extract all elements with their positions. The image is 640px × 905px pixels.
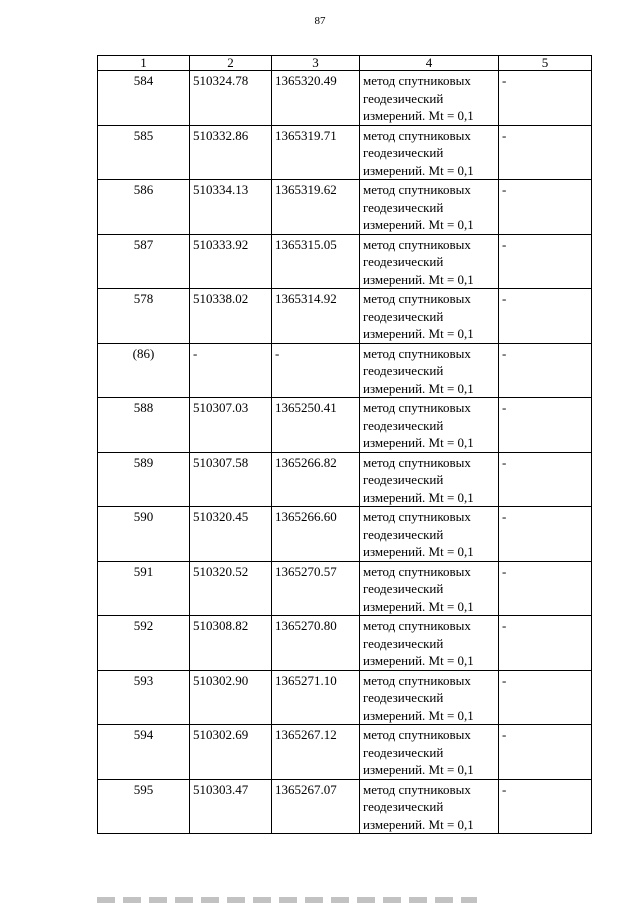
method-line: измерений. Mt = 0,1 <box>363 816 474 832</box>
y-coordinate-cell: 1365319.62 <box>272 180 360 235</box>
method-line: измерений. Mt = 0,1 <box>363 435 474 450</box>
note-cell: - <box>499 452 592 507</box>
method-cell <box>360 180 499 235</box>
note-cell: - <box>499 561 592 616</box>
method-line: измерений. Mt = 0,1 <box>363 707 474 723</box>
table-row <box>98 507 592 562</box>
method-line: метод спутниковых <box>363 345 471 361</box>
method-cell <box>360 125 499 180</box>
note-cell: - <box>499 779 592 834</box>
table-row <box>98 71 592 126</box>
y-coordinate-cell: 1365270.80 <box>272 616 360 671</box>
x-coordinate-cell: 510320.45 <box>190 507 272 562</box>
method-line: метод спутниковых <box>363 618 471 633</box>
y-coordinate-cell: 1365250.41 <box>272 398 360 453</box>
x-coordinate-cell: 510302.90 <box>190 670 272 725</box>
point-number-cell: 590 <box>98 507 190 562</box>
method-line: метод спутниковых <box>363 509 471 524</box>
note-cell: - <box>499 616 592 671</box>
point-number-cell: 586 <box>98 180 190 235</box>
method-line: измерений. Mt = 0,1 <box>363 598 474 614</box>
method-line: измерений. Mt = 0,1 <box>363 326 474 341</box>
method-line: метод спутниковых <box>363 73 471 88</box>
x-coordinate-cell: 510308.82 <box>190 616 272 671</box>
point-number-cell: 587 <box>98 234 190 289</box>
note-cell: - <box>499 343 592 398</box>
method-line: метод спутниковых <box>363 672 471 688</box>
note-cell: - <box>499 71 592 126</box>
table-body <box>98 71 592 834</box>
note-cell: - <box>499 398 592 453</box>
note-cell: - <box>499 670 592 725</box>
method-line: геодезический <box>363 635 444 651</box>
page-number: 87 <box>314 15 326 27</box>
point-number-cell: 593 <box>98 670 190 725</box>
x-coordinate-cell: 510332.86 <box>190 125 272 180</box>
y-coordinate-cell: 1365271.10 <box>272 670 360 725</box>
method-line: измерений. Mt = 0,1 <box>363 653 474 668</box>
table-row <box>98 616 592 671</box>
cropped-text-line <box>97 897 477 903</box>
method-cell <box>360 398 499 453</box>
table-row <box>98 343 592 398</box>
table-row <box>98 180 592 235</box>
method-line: геодезический <box>363 145 444 160</box>
y-coordinate-cell: 1365266.82 <box>272 452 360 507</box>
y-coordinate-cell: 1365270.57 <box>272 561 360 616</box>
note-cell: - <box>499 180 592 235</box>
method-line: метод спутниковых <box>363 400 471 415</box>
table-row <box>98 289 592 344</box>
method-line: геодезический <box>363 690 444 705</box>
method-line: геодезический <box>363 526 444 542</box>
x-coordinate-cell: - <box>190 343 272 398</box>
table-row <box>98 452 592 507</box>
y-coordinate-cell: 1365319.71 <box>272 125 360 180</box>
y-coordinate-cell: 1365314.92 <box>272 289 360 344</box>
method-cell <box>360 289 499 344</box>
method-cell <box>360 507 499 562</box>
point-number-cell: 589 <box>98 452 190 507</box>
method-line: метод спутниковых <box>363 236 471 252</box>
point-number-cell: 594 <box>98 725 190 780</box>
method-line: метод спутниковых <box>363 182 471 197</box>
note-cell: - <box>499 234 592 289</box>
method-line: геодезический <box>363 254 444 269</box>
x-coordinate-cell: 510302.69 <box>190 725 272 780</box>
x-coordinate-cell: 510338.02 <box>190 289 272 344</box>
method-line: геодезический <box>363 744 444 760</box>
method-line: геодезический <box>363 90 444 106</box>
table-row <box>98 234 592 289</box>
method-line: метод спутниковых <box>363 563 471 579</box>
y-coordinate-cell: 1365315.05 <box>272 234 360 289</box>
method-line: измерений. Mt = 0,1 <box>363 271 474 287</box>
note-cell: - <box>499 725 592 780</box>
method-line: измерений. Mt = 0,1 <box>363 489 474 505</box>
method-cell <box>360 452 499 507</box>
column-header-3: 3 <box>272 56 360 71</box>
table-row <box>98 670 592 725</box>
method-line: геодезический <box>363 472 444 487</box>
x-coordinate-cell: 510307.03 <box>190 398 272 453</box>
coordinates-table <box>97 55 592 834</box>
y-coordinate-cell: 1365266.60 <box>272 507 360 562</box>
point-number-cell: 584 <box>98 71 190 126</box>
table-header-row <box>98 56 592 71</box>
x-coordinate-cell: 510307.58 <box>190 452 272 507</box>
method-line: измерений. Mt = 0,1 <box>363 217 474 232</box>
method-line: геодезический <box>363 308 444 324</box>
table-row <box>98 125 592 180</box>
method-line: измерений. Mt = 0,1 <box>363 162 474 178</box>
method-line: геодезический <box>363 581 444 596</box>
method-cell <box>360 670 499 725</box>
method-line: геодезический <box>363 417 444 433</box>
point-number-cell: 592 <box>98 616 190 671</box>
point-number-cell: 585 <box>98 125 190 180</box>
method-line: измерений. Mt = 0,1 <box>363 762 474 777</box>
table-row <box>98 779 592 834</box>
method-line: метод спутниковых <box>363 127 471 143</box>
method-line: геодезический <box>363 199 444 215</box>
method-cell <box>360 779 499 834</box>
column-header-4: 4 <box>360 56 499 71</box>
method-line: метод спутниковых <box>363 291 471 306</box>
method-cell <box>360 616 499 671</box>
point-number-cell: 578 <box>98 289 190 344</box>
point-number-cell: 588 <box>98 398 190 453</box>
x-coordinate-cell: 510303.47 <box>190 779 272 834</box>
y-coordinate-cell: - <box>272 343 360 398</box>
y-coordinate-cell: 1365267.07 <box>272 779 360 834</box>
method-line: метод спутниковых <box>363 727 471 742</box>
table-row <box>98 561 592 616</box>
method-cell <box>360 234 499 289</box>
note-cell: - <box>499 289 592 344</box>
x-coordinate-cell: 510320.52 <box>190 561 272 616</box>
table-row <box>98 725 592 780</box>
note-cell: - <box>499 507 592 562</box>
method-cell <box>360 561 499 616</box>
note-cell: - <box>499 125 592 180</box>
point-number-cell: 591 <box>98 561 190 616</box>
method-line: геодезический <box>363 799 444 814</box>
column-header-1: 1 <box>98 56 190 71</box>
x-coordinate-cell: 510334.13 <box>190 180 272 235</box>
method-line: метод спутниковых <box>363 454 471 470</box>
method-line: метод спутниковых <box>363 781 471 797</box>
x-coordinate-cell: 510324.78 <box>190 71 272 126</box>
table-row <box>98 398 592 453</box>
method-line: геодезический <box>363 363 444 378</box>
x-coordinate-cell: 510333.92 <box>190 234 272 289</box>
method-cell <box>360 725 499 780</box>
method-line: измерений. Mt = 0,1 <box>363 544 474 559</box>
method-cell <box>360 71 499 126</box>
method-line: измерений. Mt = 0,1 <box>363 108 474 123</box>
point-number-cell: 595 <box>98 779 190 834</box>
method-line: измерений. Mt = 0,1 <box>363 380 474 396</box>
column-header-5: 5 <box>499 56 592 71</box>
column-header-2: 2 <box>190 56 272 71</box>
point-number-cell: (86) <box>98 343 190 398</box>
y-coordinate-cell: 1365320.49 <box>272 71 360 126</box>
method-cell <box>360 343 499 398</box>
y-coordinate-cell: 1365267.12 <box>272 725 360 780</box>
